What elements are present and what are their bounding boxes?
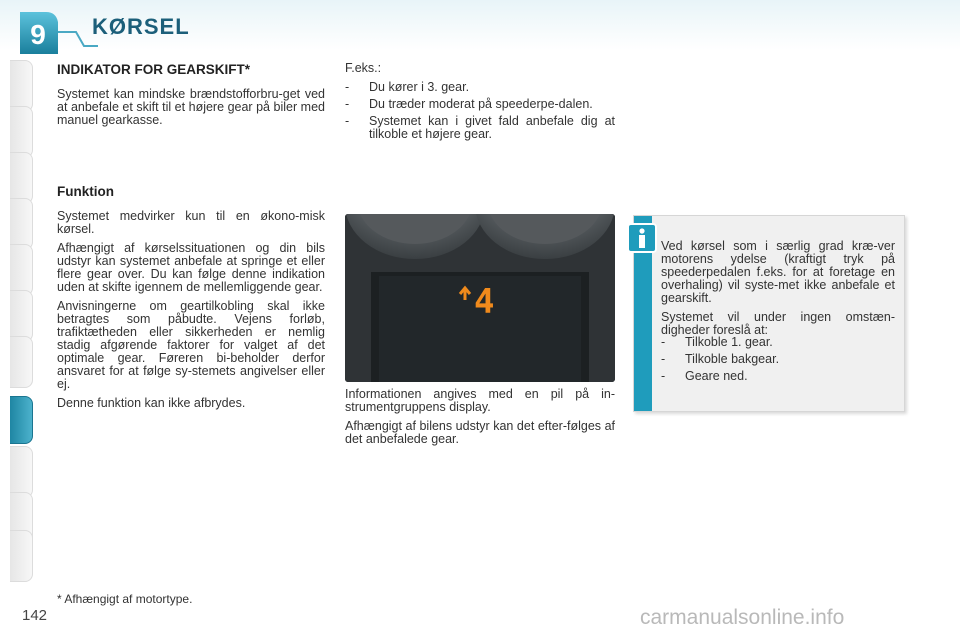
list-item: - Geare ned.: [661, 369, 748, 383]
info-paragraph: Ved kørsel som i særlig grad kræ-ver motorens ydelse (kraftigt tryk på speederpedalen f.eks. for at foretage en overhaling) vil syste-met ikke anbefale et gearskift.: [661, 239, 895, 305]
info-body: [661, 240, 895, 343]
list-item-text: Geare ned.: [685, 369, 748, 383]
intro-text: Systemet kan mindske brændstofforbru-get ved at anbefale et skift til et højere gear på biler med manuel gearkasse.: [57, 87, 325, 127]
watermark: carmanualsonline.info: [640, 606, 845, 629]
info-paragraph: Systemet vil under ingen omstæn-digheder foreslå at:: [661, 310, 895, 337]
list-item-text: Systemet kan i givet fald anbefale dig at tilkoble et højere gear.: [369, 114, 615, 141]
list-item: - Tilkoble bakgear.: [661, 352, 780, 366]
side-tab-2[interactable]: [10, 106, 33, 158]
example-label: F.eks.:: [345, 61, 382, 75]
list-item-text: Tilkoble 1. gear.: [685, 335, 773, 349]
funktion-body: [57, 210, 325, 416]
recommended-gear-display: 4: [474, 282, 495, 322]
info-icon: [627, 223, 657, 253]
side-tab-3[interactable]: [10, 152, 33, 204]
footnote: * Afhængigt af motortype.: [57, 592, 193, 606]
chapter-number-badge: [16, 10, 60, 56]
funktion-paragraph: Afhængigt af kørselssituationen og din bils udstyr kan systemet anbefale at springe et eller flere gear over. Du kan følge denne indikation uden at skifte igennem de mellemliggende gear.: [57, 241, 325, 294]
list-item-text: Du kører i 3. gear.: [369, 80, 470, 94]
list-item: - Du træder moderat på speederpe-dalen.: [345, 97, 593, 111]
side-tab-5[interactable]: [10, 244, 33, 296]
side-tab-4[interactable]: [10, 198, 33, 250]
example-list: [345, 62, 615, 145]
info-box: [633, 215, 905, 412]
intro-paragraph: [57, 88, 325, 133]
side-tab-12[interactable]: [10, 530, 33, 582]
list-item-text: Tilkoble bakgear.: [685, 352, 780, 366]
display-caption: [345, 388, 615, 452]
caption-text: Informationen angives med en pil på in-strumentgruppens display.: [345, 387, 615, 414]
instrument-cluster-photo: [345, 214, 615, 382]
page-title: KØRSEL: [92, 14, 190, 39]
side-tab-1[interactable]: [10, 60, 33, 112]
side-tab-7[interactable]: [10, 336, 33, 388]
funktion-paragraph: Systemet medvirker kun til en økono-misk kørsel.: [57, 209, 325, 236]
side-tab-10[interactable]: [10, 446, 33, 498]
info-list: [661, 336, 895, 387]
list-item-text: Du træder moderat på speederpe-dalen.: [369, 97, 593, 111]
chapter-side-tabs: [0, 60, 34, 580]
list-item: - Systemet kan i givet fald anbefale dig at tilkoble et højere gear.: [345, 114, 615, 141]
side-tab-6[interactable]: [10, 290, 33, 342]
chapter-number: 9: [30, 19, 46, 50]
caption-text: Afhængigt af bilens udstyr kan det efter-følges af det anbefalede gear.: [345, 419, 615, 446]
page-number: 142: [22, 607, 48, 624]
funktion-paragraph: Denne funktion kan ikke afbrydes.: [57, 396, 246, 410]
funktion-heading: Funktion: [57, 184, 114, 199]
funktion-paragraph: Anvisningerne om geartilkobling skal ikke betragtes som påbudte. Vejens forløb, trafiktætheden eller sikkerheden er nemlig stadig afgørende faktorer for valget af det optimale gear. Føreren bi-beholder derfor ansvaret for at følge sy-stemets angivelser eller ej.: [57, 299, 325, 391]
list-item: - Du kører i 3. gear.: [345, 80, 470, 94]
side-tab-9-active[interactable]: [10, 396, 33, 444]
section-heading: INDIKATOR FOR GEARSKIFT*: [57, 62, 251, 77]
list-item: - Tilkoble 1. gear.: [661, 335, 773, 349]
